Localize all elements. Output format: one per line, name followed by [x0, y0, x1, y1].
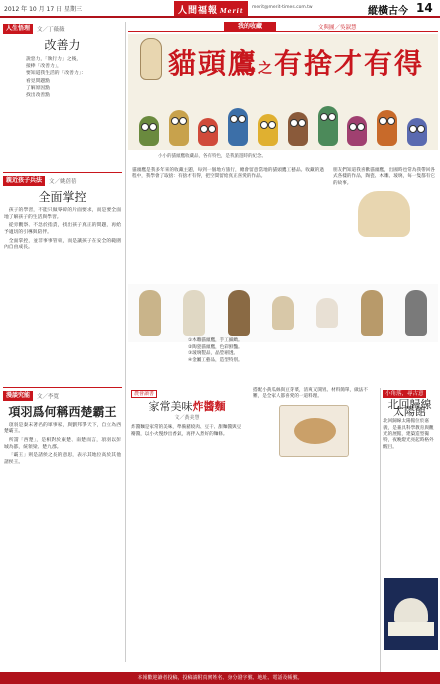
contact-email: merit@merit-times.com.tw [252, 5, 313, 10]
owl-figurine [169, 110, 189, 146]
section-tag: 漫談究能 [3, 391, 33, 401]
poem-line: 找出改善點 [26, 93, 50, 99]
owl-figurine [272, 296, 294, 330]
article-title: 改善力 [44, 38, 81, 52]
article-title: 全面掌控 [38, 190, 87, 205]
owl-figurine [258, 114, 278, 146]
section-name: 縱橫古今 [368, 6, 408, 17]
section-author: 文／姚蓓蓓 [49, 179, 77, 186]
photo-caption: 小小的貓頭鷹收藏品，各有特色，是我旅遊時的紀念。 [158, 154, 266, 159]
paragraph: 從旁觀察、不急於指責，找出孩子真正的問題，再給予適切的引導與陪伴。 [4, 223, 121, 235]
recipe-title [131, 400, 243, 414]
photo-note: ③玻璃製品，晶瑩剔透。 [188, 351, 239, 357]
sun-pavilion-photo [384, 578, 438, 650]
noodle-dish-image [279, 405, 349, 457]
feature-tag: 我的收藏 [224, 22, 276, 32]
poem-line: 說惡力，「執行力」之後， [26, 57, 82, 62]
section-author: 文／李寬 [37, 393, 60, 400]
title-connector: 之 [258, 61, 275, 77]
left-column [0, 22, 126, 662]
owl-figurine [318, 106, 338, 146]
poem-line: 接棒「改善力」， [26, 64, 62, 70]
owl-figurine [316, 298, 338, 328]
photo-note: ②陶瓷貓頭鷹，色彩鮮豔。 [188, 344, 243, 350]
divider [3, 387, 122, 388]
owl-figurine [407, 118, 427, 146]
divider [3, 172, 122, 173]
owl-photo-strip [128, 284, 438, 342]
recipe-body: 炸醬麵是家常的美味，準備豬絞肉、豆干、甜麵醬與豆瓣醬，以小火慢炒出香氣，再拌入煮好的麵條。 [131, 425, 242, 437]
paragraph: 全面掌控，並非事事管束，而是讓孩子在安全的範圍內自由成長。 [4, 238, 121, 251]
owl-figurine [377, 110, 397, 146]
recipe-column-2 [250, 388, 378, 678]
pavilion-base [388, 622, 434, 636]
owl-figurine [183, 290, 205, 336]
feature-author: 文與圖／吳淑慧 [318, 25, 357, 31]
owl-photo [358, 191, 410, 237]
recipe-author: 文／黃美慧 [174, 414, 200, 421]
feature-banner [128, 34, 438, 150]
paragraph: 項羽是秦末著名的軍事家，與劉邦爭天下，自立為西楚霸王。 [4, 422, 121, 435]
section-author: 文／丁薇薇 [37, 27, 65, 33]
poem-line: 要知道我生活的「改善力」： [26, 71, 86, 77]
logo-text: 人間福報 [178, 6, 219, 16]
recipe-tag: 農會讀書 [131, 390, 157, 398]
owl-figurine [405, 290, 427, 336]
section-label [3, 391, 122, 401]
title-part: 貓頭鷹 [168, 47, 259, 80]
travel-tag: 小角落，尋古意 [385, 391, 424, 397]
poem-line: 看見問題點 [26, 78, 50, 84]
page-number: 14 [416, 1, 433, 15]
owl-figurine [228, 290, 250, 336]
recipe-column [128, 388, 246, 678]
photo-note: ④金屬工藝品，造型特別。 [188, 357, 243, 363]
page-header [0, 0, 440, 18]
owl-figurine [139, 116, 159, 146]
newspaper-logo [174, 1, 248, 16]
owl-figurine [198, 118, 218, 146]
article-body [0, 423, 125, 467]
travel-body: 北回歸線太陽館位於嘉義，是兼具科學教育與觀光的展館，建築造型獨特，夜晚燈光亮起時格外醒目。 [383, 419, 434, 450]
article-title: 項羽爲何稱西楚霸王 [8, 404, 117, 419]
feature-header [128, 22, 438, 32]
recipe-body: 搭配小黃瓜絲與豆芽菜，清爽又開胃。材料簡單，做法不難，是全家人都喜愛的一道料理。 [253, 388, 368, 400]
paragraph: 「霸王」則是諸侯之長的意思，表示其地位高於其他諸侯王。 [4, 453, 121, 465]
feature-title [168, 42, 424, 82]
owl-figurine [228, 108, 248, 146]
logo-english: Merit [220, 8, 244, 15]
feature-body: 貓頭鷹是我多年來的收藏主題，每到一個地方旅行，總會留意當地的貓頭鷹工藝品。收藏的過程中，我學會了取捨：有捨才有得，把空間留給真正喜愛的作品。 [132, 168, 324, 180]
page-footer: 本報歡迎讀者投稿，投稿請附真實姓名、身分證字號、地址、電話及帳號。 [0, 672, 440, 684]
paragraph: 孩子的學習，不能只做零碎的片面要求，而是要全面地了解孩子的生活與學習。 [4, 208, 121, 220]
photo-notes [188, 338, 428, 364]
owl-collection-photo [134, 90, 432, 146]
paragraph: 所謂「西楚」，是相對於東楚、南楚而言，項羽以彭城為都，統領梁、楚九郡。 [4, 437, 121, 450]
issue-date: 2012 年 10 月 17 日 星期三 [4, 6, 82, 13]
title-part: 有捨才有得 [274, 47, 425, 80]
section-label [3, 24, 122, 34]
travel-title: 北回歸線太陽館 [387, 398, 432, 418]
owl-vase-image [140, 38, 162, 80]
article-body [0, 208, 125, 252]
owl-figurine [288, 112, 308, 146]
section-tag: 人生悟理 [3, 24, 33, 34]
recipe-title-a: 家常美味 [148, 400, 193, 414]
section-tag: 親近孩子兵法 [3, 176, 45, 186]
poem [0, 56, 125, 99]
pavilion-dome [394, 598, 428, 622]
owl-figurine [361, 290, 383, 336]
recipe-title-b: 炸醬麵 [192, 400, 226, 414]
owl-figurine [139, 290, 161, 336]
owl-figurine [347, 116, 367, 146]
poem-line: 了解原因點 [26, 85, 50, 91]
section-label [3, 176, 122, 186]
photo-note: ①木雕貓頭鷹，手工細緻。 [188, 338, 243, 343]
side-paragraph: 朋友們知道我喜歡貓頭鷹，出國時也常為我帶回各式各樣的作品，陶瓷、木雕、玻璃，每一隻都有它的故事。 [333, 168, 435, 186]
